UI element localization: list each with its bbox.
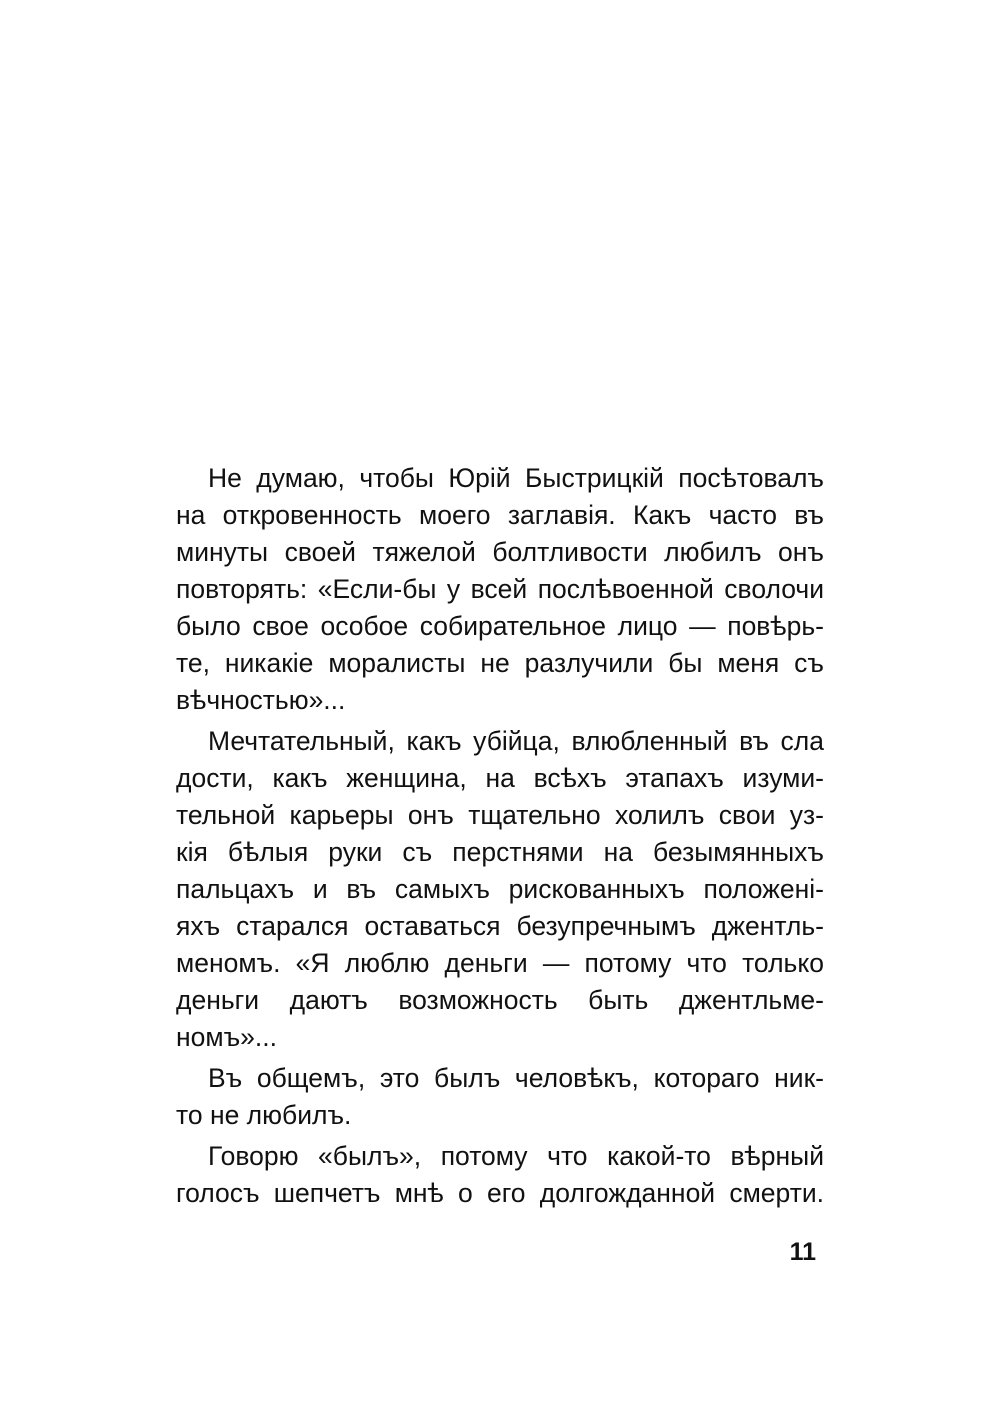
text-line: номъ»... <box>176 1022 277 1052</box>
page-number: 11 <box>789 1238 816 1266</box>
text-line: Не думаю, чтобы Юрій Быстрицкій посѣтовалъ <box>208 463 824 493</box>
text-line: тельной карьеры онъ тщательно холилъ свои уз- <box>176 800 824 830</box>
text-line: Въ общемъ, это былъ человѣкъ, котораго ник- <box>208 1063 824 1093</box>
text-line: вѣчностью»... <box>176 685 346 715</box>
text-line: то не любилъ. <box>176 1100 352 1130</box>
text-line: яхъ старался оставаться безупречнымъ джентль- <box>176 911 824 941</box>
text-line: дости, какъ женщина, на всѣхъ этапахъ изуми- <box>176 763 824 793</box>
text-line: кія бѣлыя руки съ перстнями на безымянныхъ <box>176 837 824 867</box>
text-line: на откровенность моего заглавія. Какъ часто въ <box>176 500 824 530</box>
text-line: повторять: «Если-бы у всей послѣвоенной сволочи <box>176 574 824 604</box>
text-line: меномъ. «Я люблю деньги — потому что только <box>176 948 824 978</box>
text-line: голосъ шепчетъ мнѣ о его долгожданной смерти. <box>176 1178 824 1208</box>
text-line: минуты своей тяжелой болтливости любилъ онъ <box>176 537 824 567</box>
text-line: те, никакіе моралисты не разлучили бы меня съ <box>176 648 824 678</box>
text-line: было свое особое собирательное лицо — повѣрь- <box>176 611 824 641</box>
body-text <box>176 460 824 1212</box>
text-line: Мечтательный, какъ убійца, влюбленный въ сла <box>208 726 824 756</box>
text-line: пальцахъ и въ самыхъ рискованныхъ положені- <box>176 874 824 904</box>
text-line: Говорю «былъ», потому что какой-то вѣрный <box>208 1141 824 1171</box>
text-line: деньги даютъ возможность быть джентльме- <box>176 985 824 1015</box>
